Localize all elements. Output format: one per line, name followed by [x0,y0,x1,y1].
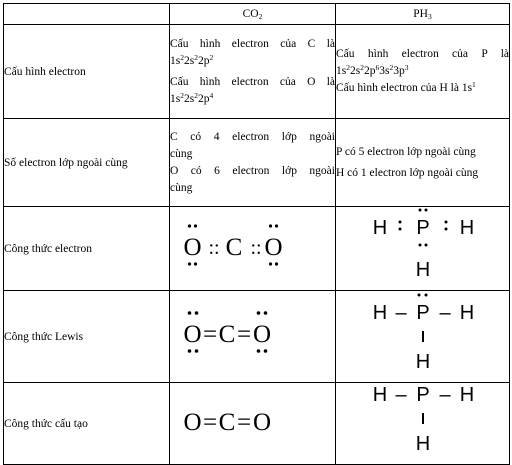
co2-c-outer-line2: cùng [170,147,193,160]
header-row [4,4,510,25]
co2-c-config-formula: $1s^22s^22p^2$ [170,52,214,67]
ph3-electron-formula [336,207,508,285]
co2-o-outer-line2: cùng [170,181,193,194]
bond-pair-dot [419,244,422,247]
ph3-structural-formula [336,383,508,459]
co2-c-outer-line1: C có 4 electron lớp ngoài [170,130,335,143]
ph3-lewis-h-right: H [459,302,475,324]
ph3-struct-right-bond: – [439,384,451,406]
co2-lewis-left-double-bond: = [202,321,218,348]
row-label-lewis: Công thức Lewis [4,291,170,383]
co2-struct-left-double-bond: = [202,409,218,436]
ph3-config-cell [336,25,510,119]
co2-lewis-right-double-bond: = [236,321,252,348]
co2-c-config-intro: Cấu hình electron của C là [170,37,335,50]
ph3-p-config-formula: $1s^22s^22p^63s^23p^3$ [336,63,409,77]
ph3-electron-formula-cell [336,207,510,291]
ph3-e-h-left: H [372,217,388,239]
lone-pair-dot [419,209,422,212]
row-label-structural: Công thức cấu tạo [4,383,170,465]
co2-e-right-oxygen: O [264,234,283,261]
row-label-outer: Số electron lớp ngoài cùng [4,119,170,207]
row-label-config: Cấu hình electron [4,25,170,119]
row-outer-electrons [4,119,510,207]
lone-pair-dot [188,311,192,315]
ph3-p-outer: P có 5 electron lớp ngoài cùng [336,145,476,158]
lone-pair-dot [194,224,197,227]
ph3-lewis-right-bond: – [439,302,451,324]
co2-electron-formula-cell [170,207,336,291]
ph3-e-phosphorus: P [416,217,430,239]
ph3-e-h-bottom: H [415,259,431,281]
ph3-h-config: Cấu hình electron của H là $1s^1$ [336,80,476,94]
co2-e-right-pairs: :: [250,237,262,259]
lone-pair-dot [188,262,191,265]
co2-outer-cell [170,119,336,207]
lone-pair-dot [275,262,278,265]
lone-pair-dot [188,224,191,227]
ph3-e-h-right: H [459,217,475,239]
row-label-electron: Công thức electron [4,207,170,291]
co2-lewis-formula [170,291,334,377]
lone-pair-dot [264,311,268,315]
lone-pair-dot [269,224,272,227]
co2-o-config-intro: Cấu hình electron của O là [170,75,335,88]
bond-pair-dot [425,244,428,247]
co2-e-carbon: C [225,234,243,261]
co2-electron-formula [170,207,334,285]
co2-lewis-carbon: C [218,321,236,348]
ph3-outer-cell [336,119,510,207]
lone-pair-dot [188,349,192,353]
lone-pair-dot [257,311,261,315]
ph3-structural-formula-cell [336,383,510,465]
bond-pair-dot [445,221,448,224]
ph3-lewis-phosphorus: P [416,302,430,324]
co2-struct-right-double-bond: = [236,409,252,436]
ph3-p-config-intro: Cấu hình electron của P là [336,48,509,60]
row-lewis-formula [4,291,510,383]
lone-pair-dot [418,294,421,297]
lone-pair-dot [425,209,428,212]
bond-pair-dot [399,221,402,224]
lone-pair-dot [425,294,428,297]
comparison-table [3,3,510,465]
header-co2: $CO_2$ [170,4,336,25]
ph3-lewis-formula-cell [336,291,510,383]
ph3-h-outer: H có 1 electron lớp ngoài cùng [336,166,479,179]
ph3-lewis-h-bottom: H [415,351,431,373]
lone-pair-dot [195,311,199,315]
header-corner [4,4,170,25]
ph3-struct-h-left: H [372,384,388,406]
co2-structural-formula [170,383,334,459]
co2-config-cell [170,25,336,119]
lone-pair-dot [194,262,197,265]
co2-struct-carbon: C [218,409,236,436]
lone-pair-dot [195,349,199,353]
header-ph3: $PH_3$ [336,4,510,25]
ph3-lewis-h-left: H [372,302,388,324]
co2-lewis-right-oxygen: O [252,321,272,348]
co2-struct-right-oxygen: O [252,409,272,436]
ph3-struct-h-bottom: H [415,433,431,455]
ph3-struct-phosphorus: P [416,384,430,406]
ph3-struct-left-bond: – [395,384,407,406]
co2-struct-left-oxygen: O [183,409,202,436]
ph3-struct-h-right: H [459,384,475,406]
ph3-lewis-formula [336,291,508,377]
co2-lewis-formula-cell [170,291,336,383]
bond-pair-dot [445,228,448,231]
co2-e-left-oxygen: O [183,234,202,261]
bond-pair-dot [399,228,402,231]
lone-pair-dot [264,349,268,353]
co2-o-config-formula: $1s^22s^22p^4$ [170,90,214,105]
row-electron-config [4,25,510,119]
co2-o-outer-line1: O có 6 electron lớp ngoài [170,164,335,177]
lone-pair-dot [257,349,261,353]
co2-e-left-pairs: :: [208,237,220,259]
ph3-lewis-left-bond: – [395,302,407,324]
co2-structural-formula-cell [170,383,336,465]
co2-lewis-left-oxygen: O [183,321,202,348]
lone-pair-dot [275,224,278,227]
row-electron-formula [4,207,510,291]
row-structural-formula [4,383,510,465]
lone-pair-dot [269,262,272,265]
